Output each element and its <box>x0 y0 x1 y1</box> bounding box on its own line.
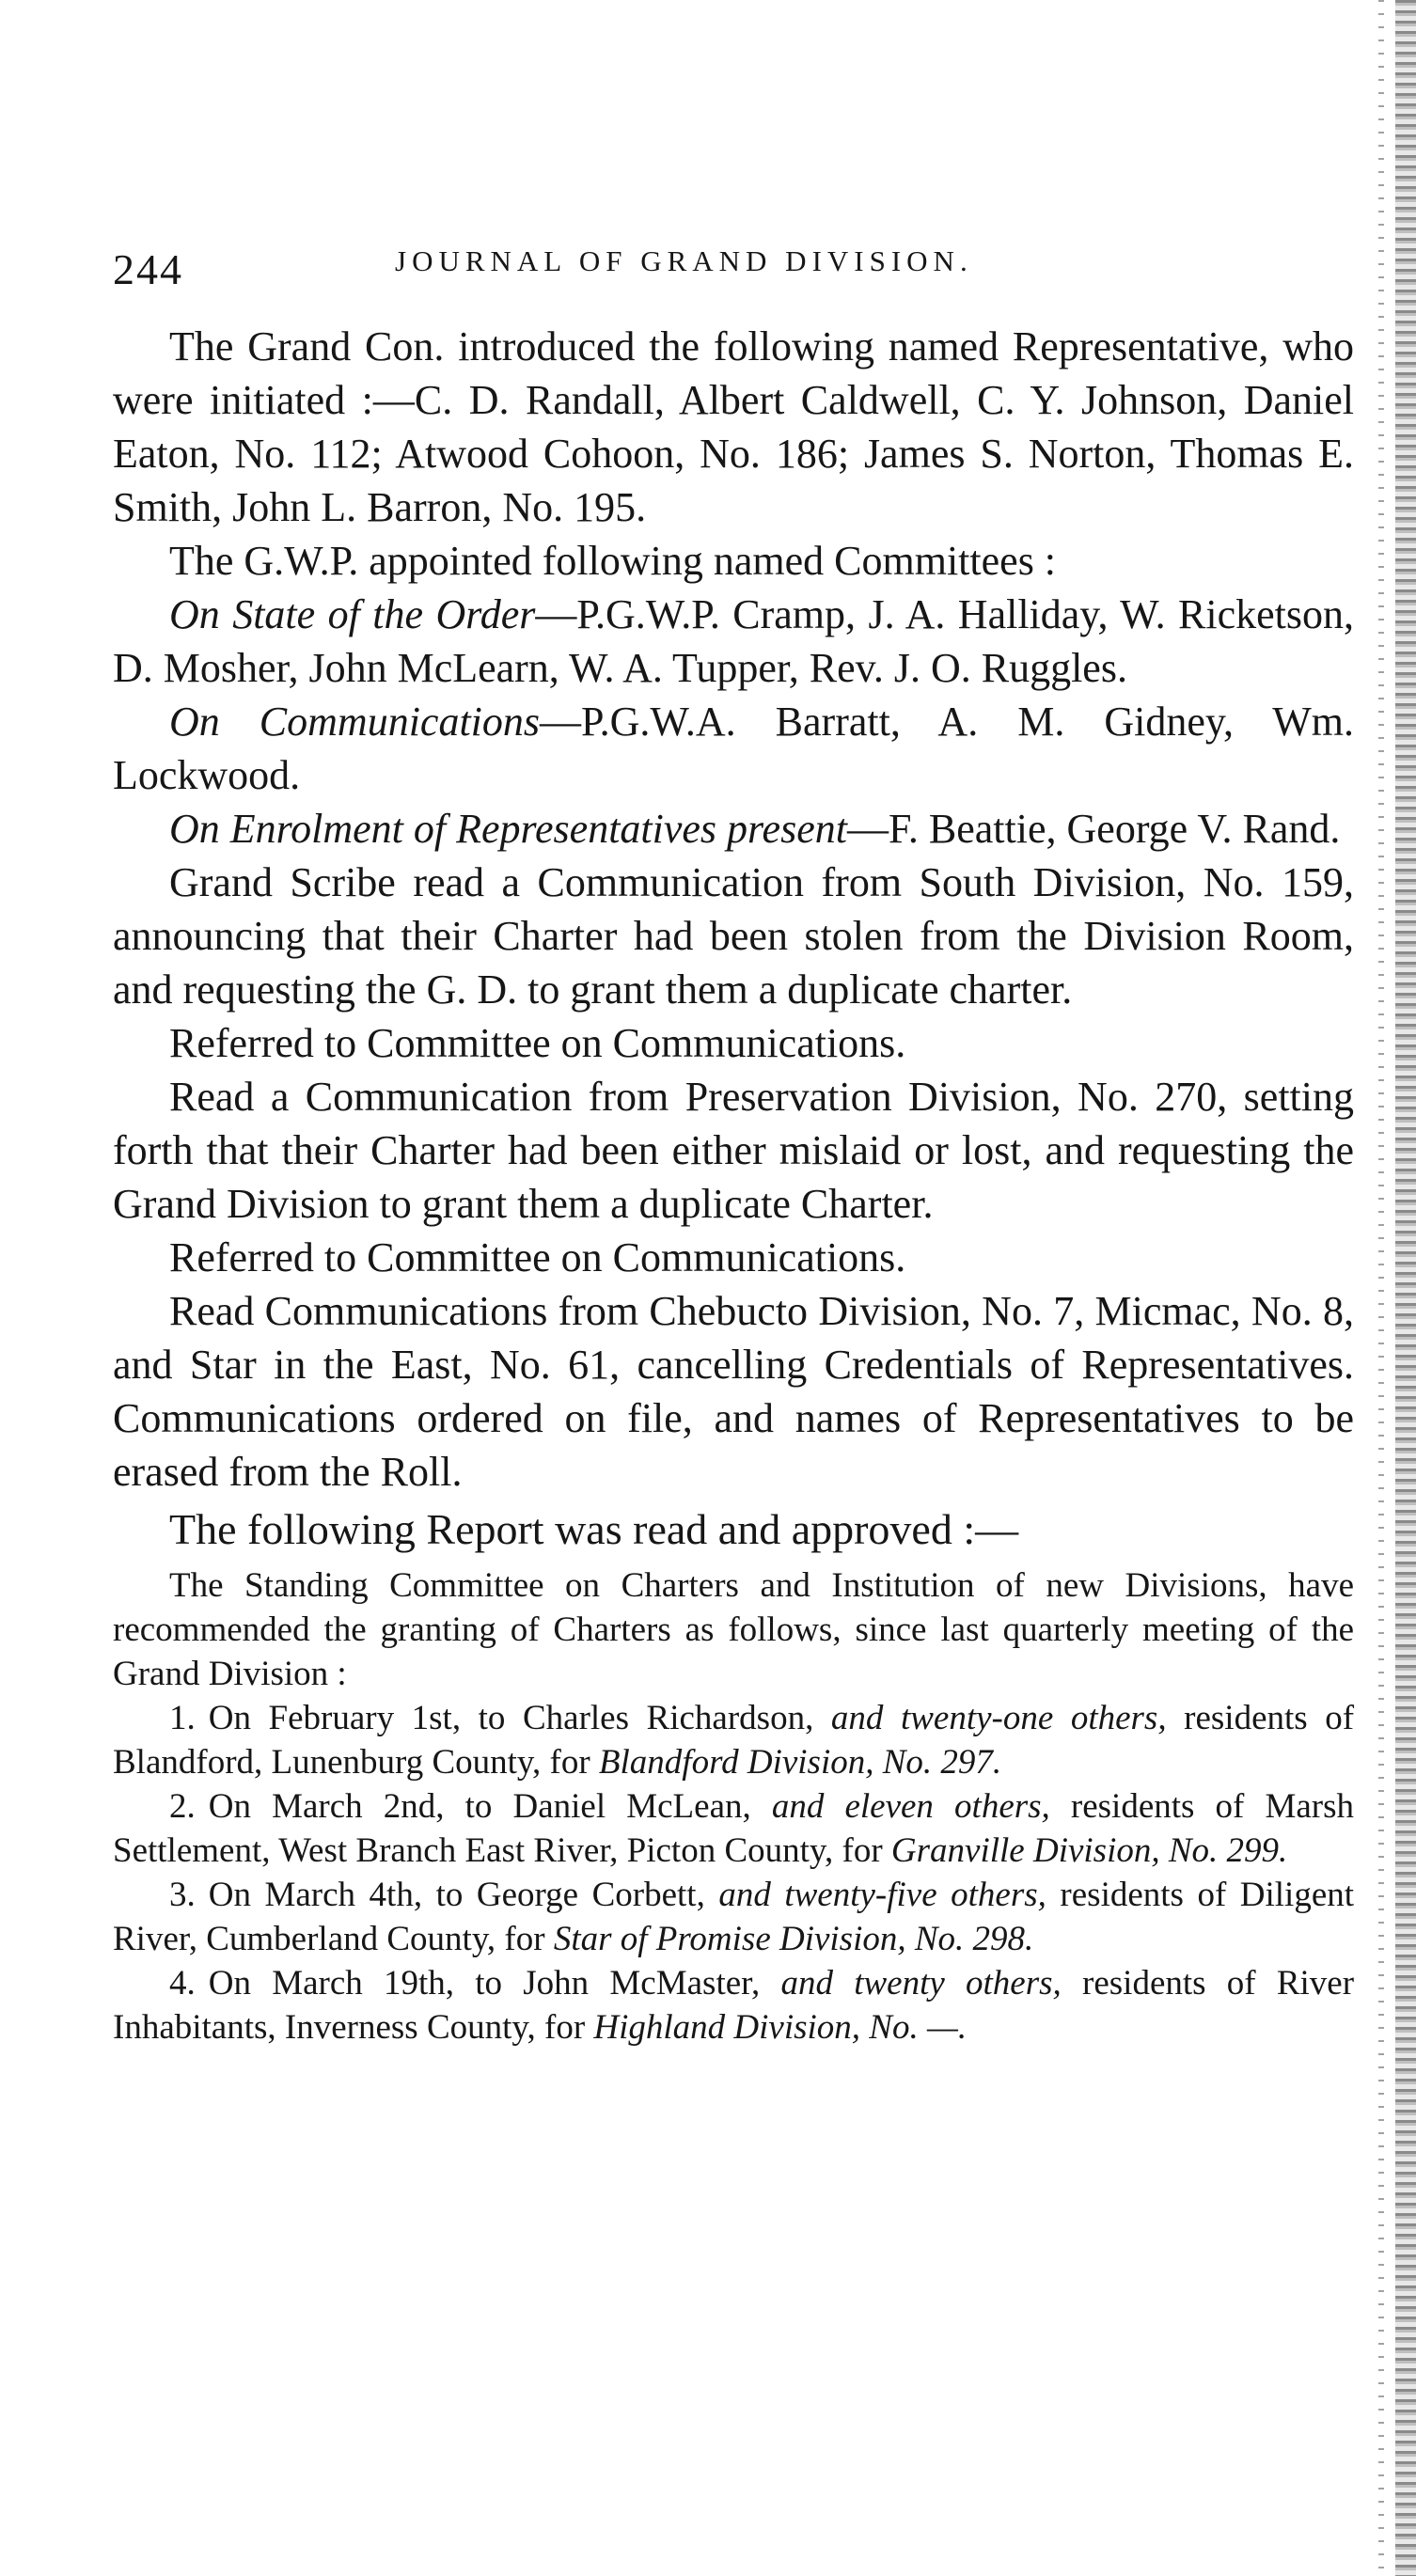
paragraph-referred-2-text: Referred to Committee on Communications. <box>169 1234 906 1280</box>
paragraph-initiation-text: The Grand Con. introduced the following named Representative, who were initiated :—C. D. Randall, Albert Caldwell, C. Y. Johnson, Daniel Eaton, No. 112; Atwood Cohoon, No. 186; James S. Norton, Thomas E. Smith, John L. Barron, No. 195. <box>113 323 1354 530</box>
binding-shadow <box>1378 0 1384 2576</box>
paragraph-referred-1-text: Referred to Committee on Communications. <box>169 1020 906 1066</box>
report-item-division: Blandford Division, No. 297. <box>598 1743 1002 1782</box>
report-item-recipient: to George Corbett, <box>435 1876 705 1914</box>
report-item-others: and twenty-five others, <box>718 1876 1046 1914</box>
committee-communications <box>113 695 1354 802</box>
report-item-others: and twenty-one others, <box>830 1699 1167 1737</box>
running-head: JOURNAL OF GRAND DIVISION. <box>395 244 973 277</box>
paragraph-report-intro-text: The following Report was read and approved :— <box>169 1505 1019 1553</box>
journal-page <box>113 226 1354 2520</box>
committee-enrolment-members: —F. Beattie, George V. Rand. <box>846 806 1341 852</box>
report-item-date: On February 1st, <box>208 1699 462 1737</box>
report-item-date: On March 2nd, <box>208 1787 445 1826</box>
page-number: 244 <box>113 245 183 293</box>
report-item-residence: residents of Diligent River, Cumberland County, for <box>113 1876 1355 1958</box>
committee-state-of-order <box>113 588 1354 695</box>
report-item <box>113 1696 1354 1784</box>
report-item-number: 3. <box>169 1876 196 1914</box>
report-intro-text: The Standing Committee on Charters and Institution of new Divisions, have recommended the granting of Charters as follows, since last quarterly meeting of the Grand Division : <box>113 1566 1354 1693</box>
binding-edge <box>1395 0 1416 2576</box>
committee-enrolment <box>113 802 1354 856</box>
report-item-residence: residents of Blandford, Lunenburg County, for <box>113 1699 1355 1782</box>
report-item <box>113 1961 1354 2050</box>
paragraph-chebucto-text: Read Communications from Chebucto Division, No. 7, Micmac, No. 8, and Star in the East, No. 61, cancelling Credentials of Representatives. Communications ordered on file, and names of Representatives to be erased from the Roll. <box>113 1288 1354 1495</box>
committee-enrolment-label: On Enrolment of Representatives present <box>169 806 847 852</box>
report-item-recipient: to John McMaster, <box>475 1964 761 2003</box>
report-item-recipient: to Charles Richardson, <box>478 1699 814 1737</box>
report-items <box>113 1696 1354 2050</box>
paragraph-referred-1 <box>113 1016 1354 1070</box>
journal-body <box>113 320 1354 1556</box>
report-intro <box>113 1563 1354 1696</box>
paragraph-committees <box>113 534 1354 588</box>
paragraph-preservation-division <box>113 1070 1354 1231</box>
report-item <box>113 1784 1354 1873</box>
paragraph-report-intro <box>113 1502 1354 1556</box>
report-item-date: On March 4th, <box>208 1876 423 1914</box>
report-item-residence: residents of Marsh Settlement, West Branch East River, Picton County, for <box>113 1787 1355 1870</box>
report-item-date: On March 19th, <box>208 1964 455 2003</box>
committee-communications-members: —P.G.W.A. Barratt, A. M. Gidney, Wm. Lockwood. <box>113 699 1354 798</box>
report-item-recipient: to Daniel McLean, <box>464 1787 751 1826</box>
paragraph-committees-text: The G.W.P. appointed following named Committees : <box>169 538 1057 584</box>
paragraph-chebucto <box>113 1284 1354 1499</box>
charters-report <box>113 1563 1354 2050</box>
paragraph-south-division-text: Grand Scribe read a Communication from South Division, No. 159, announcing that their Charter had been stolen from the Division Room, and requesting the G. D. to grant them a duplicate charter. <box>113 859 1354 1013</box>
report-item-others: and eleven others, <box>771 1787 1050 1826</box>
committee-state-of-order-members: —P.G.W.P. Cramp, J. A. Halliday, W. Ricketson, D. Mosher, John McLearn, W. A. Tupper, Rev. J. O. Ruggles. <box>113 591 1354 691</box>
report-item-number: 4. <box>169 1964 196 2003</box>
report-item-number: 2. <box>169 1787 196 1826</box>
committee-state-of-order-label: On State of the Order <box>169 591 536 637</box>
report-item-division: Highland Division, No. —. <box>593 2008 968 2047</box>
report-item-number: 1. <box>169 1699 196 1737</box>
paragraph-referred-2 <box>113 1231 1354 1284</box>
report-item-others: and twenty others, <box>780 1964 1062 2003</box>
page-header <box>113 226 1354 310</box>
report-item-division: Granville Division, No. 299. <box>890 1831 1288 1870</box>
report-item-division: Star of Promise Division, No. 298. <box>553 1920 1034 1958</box>
committee-communications-label: On Communications <box>169 699 541 745</box>
paragraph-preservation-division-text: Read a Communication from Preservation Division, No. 270, setting forth that their Charter had been either mislaid or lost, and requesting the Grand Division to grant them a duplicate Charter. <box>113 1074 1354 1227</box>
paragraph-initiation <box>113 320 1354 534</box>
report-item-residence: residents of River Inhabitants, Inverness County, for <box>113 1964 1355 2047</box>
paragraph-south-division <box>113 856 1354 1016</box>
report-item <box>113 1873 1354 1961</box>
